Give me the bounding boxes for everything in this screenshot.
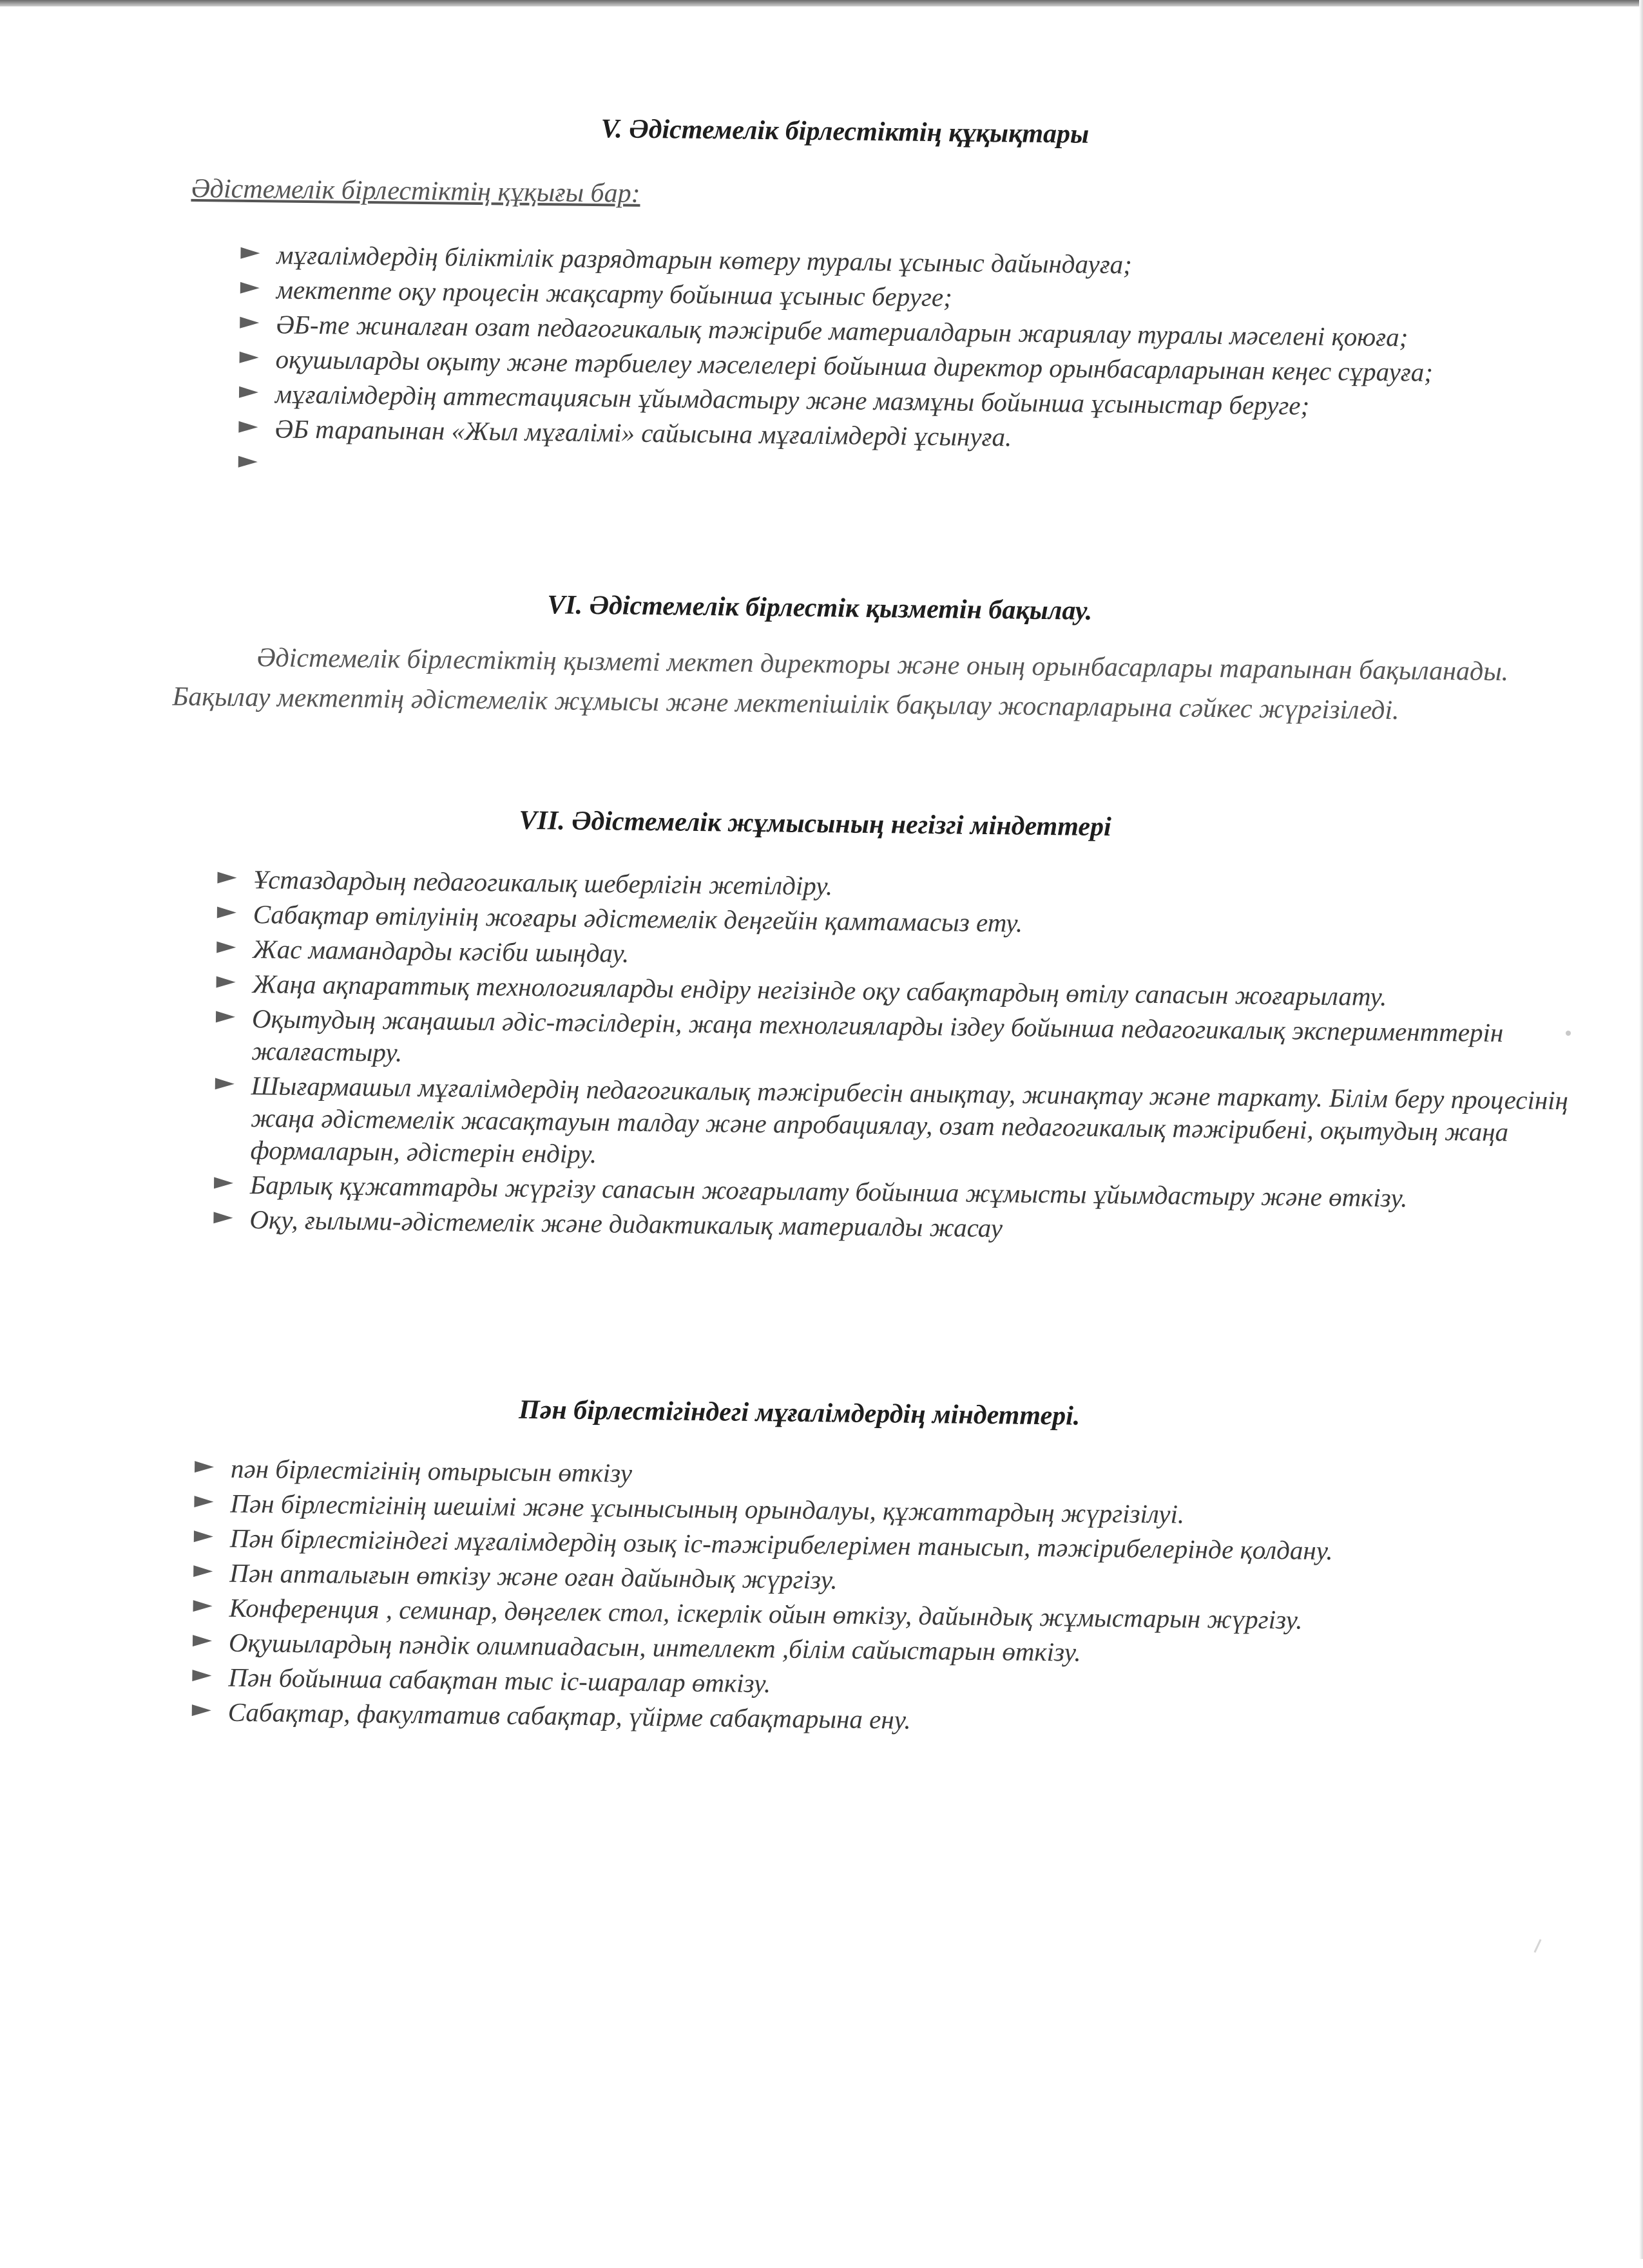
section-5-lead: Әдістемелік бірлестіктің құқығы бар: xyxy=(191,173,640,209)
list-item: Жаңа ақпараттық технологияларды ендіру негізінде оқу сабақтардың өтілу сапасын жоғарылату. xyxy=(211,967,1570,1015)
list-item: Сабақтар, факултатив сабақтар, үйірме сабақтарына ену. xyxy=(187,1695,1559,1743)
section-7-title: VII. Әдістемелік жұмысының негізгі міндеттері xyxy=(519,805,1111,843)
list-item: пән бірлестігінің отырысын өткізу xyxy=(189,1452,1562,1500)
list-item: Барлық құжаттарды жүргізу сапасын жоғарылату бойынша жұмысты ұйымдастыру және өткізу. xyxy=(209,1168,1568,1215)
list-item: Пән бірлестігінің шешімі және ұсынысының орындалуы, құжаттардың жүргізілуі. xyxy=(189,1487,1561,1534)
list-item: оқушыларды оқыту және тәрбиелеу мәселелері бойынша директор орынбасарларынан кеңес сұрауға; xyxy=(234,343,1574,390)
list-item: Пән апталығын өткізу және оған дайындық жүргізу. xyxy=(188,1556,1561,1604)
list-item: Оқушылардың пәндік олимпиадасын, интеллект ,білім сайыстарын өткізу. xyxy=(187,1626,1560,1673)
list-item: Шығармашыл мұғалімдердің педагогикалық тәжірибесін анықтау, жинақтау және таркату. Білім беру процесінің жаңа әдістемелік жасақтауын талдау және апробациялау, озат педагогикалық тәжірибені, оқытудың жаңа формаларын, әдістерін ендіру. xyxy=(209,1069,1570,1181)
list-item: Ұстаздардың педагогикалық шеберлігін жетілдіру. xyxy=(212,862,1571,910)
list-item: ӘБ-те жиналған озат педагогикалық тәжірибе материалдарын жариялау туралы мәселені қоюға; xyxy=(235,308,1575,356)
list-item: ӘБ тарапынан «Жыл мұғалімі» сайысына мұғалімдерді ұсынуға. xyxy=(233,412,1573,460)
list-item: Оқу, ғылыми-әдістемелік және дидактикалық материалды жасау xyxy=(208,1203,1568,1250)
section-8-title: Пән бірлестігіндегі мұғалімдердің міндеттері. xyxy=(518,1395,1081,1431)
section-8-list xyxy=(186,1452,1562,1746)
list-item: Жас мамандарды кәсіби шыңдау. xyxy=(211,932,1571,980)
section-5-list xyxy=(233,238,1576,495)
list-item: Конференция , семинар, дөңгелек стол, іскерлік ойын өткізу, дайындық жұмыстарын жүргізу. xyxy=(187,1591,1560,1639)
list-item: Оқытудың жаңашыл әдіс-тәсілдерін, жаңа технолгияларды іздеу бойынша педагогикалық эксперименттерін жалғастыру. xyxy=(210,1002,1570,1082)
list-item: мұғалімдердің біліктілік разрядтарын көтеру туралы ұсыныс дайындауға; xyxy=(235,238,1575,286)
list-item: мұғалімдердің аттестациясын ұйымдастыру және мазмұны бойынша ұсыныстар беруге; xyxy=(234,377,1574,425)
section-7-list xyxy=(208,862,1571,1253)
section-6-paragraph: Әдістемелік бірлестіктің қызметі мектеп директоры және оның орынбасарлары тарапынан бақыланады. Бақылау мектептің әдістемелік жұмысы және мектепішілік бақылау жоспарларына сәйкес жүргізіледі. xyxy=(172,643,1509,726)
list-item: Пән бойынша сабақтан тыс іс-шаралар өткізу. xyxy=(187,1661,1559,1708)
section-5-title: V. Әдістемелік бірлестіктің құқықтары xyxy=(601,114,1090,149)
list-item: Пән бірлестігіндегі мұғалімдердің озық іс-тәжірибелерімен танысып, тәжірибелерінде қолдану. xyxy=(189,1521,1561,1569)
section-6-title: VI. Әдістемелік бірлестік қызметін бақылау. xyxy=(547,590,1093,626)
list-item: мектепте оқу процесін жақсарту бойынша ұсыныс беруге; xyxy=(235,273,1575,321)
scan-right-edge xyxy=(1639,0,1643,2259)
scan-speck xyxy=(1566,1031,1571,1036)
list-item: Сабақтар өтілуінің жоғары әдістемелік деңгейін қамтамасыз ету. xyxy=(212,897,1571,945)
